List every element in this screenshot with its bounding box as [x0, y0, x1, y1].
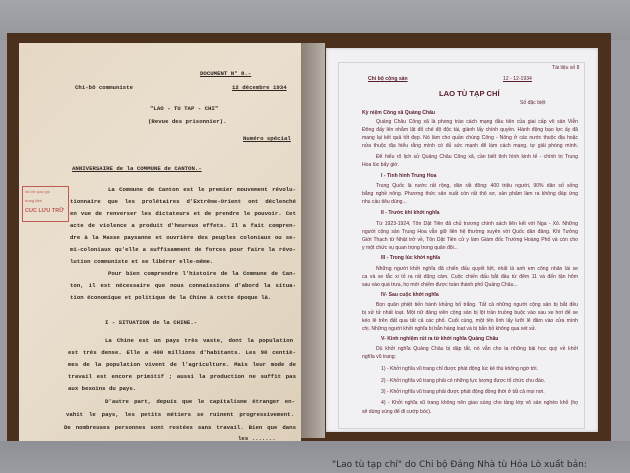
translation-line: II - Trước khi khởi nghĩa [381, 210, 440, 216]
translation-line: Dù khởi nghĩa Quảng Châu bị dập tắt, nó vẫn cho ta những bài học quý về khởi [376, 346, 578, 352]
typewritten-line: ton, il est nécessaire que nous connaissions d'abord la situa- [70, 282, 296, 289]
typewritten-line: La Commune de Canton est le premier mouvement révolu- [108, 186, 296, 193]
typewritten-line: I - SITUATION de la CHINE.- [105, 319, 198, 326]
typewritten-line: mes de la population vivent de l'agriculture. Mais leur mode de [68, 361, 296, 368]
exhibit-caption: "Lao tù tạp chí" do Chi bộ Đảng Nhà tù Hỏa Lò xuất bản: [332, 460, 587, 470]
typewritten-line: les ....... [238, 435, 276, 442]
translation-line: ca và xe tắc xi tỏ ra rất dũng cảm. Cuộc chiến đấu bắt đầu từ đêm 11 và đến tận hôm [362, 274, 578, 280]
translation-line: mang lại kết quả tốt đẹp. Nó làm cho quần chúng Công - Nông ở các nước thuộc địa hoặc [362, 135, 578, 141]
archive-stamp [22, 186, 69, 222]
translation-line: 4) - Khởi nghĩa vũ trang không nên giao súng cho tầng lớp vô sản nghèo khổ (họ [381, 400, 578, 406]
translation-line: Tài liệu số 8 [552, 65, 580, 71]
typewritten-line: De nombreuses personnes sont restées sans travail. Bien que dans [64, 424, 296, 431]
translation-line: IV- Sau cuộc khởi nghĩa [381, 292, 439, 298]
stamp-text: CUC LƯU TRỮ [25, 208, 64, 214]
translation-line: 3) - Khởi nghĩa vũ trang phải được phát động đồng thời ở tất cả mọi nơi. [381, 389, 545, 395]
translation-line: chị. Những người khởi nghĩa bị bắn hàng loạt và bị bắn bỏ không qua xét xử. [362, 326, 537, 332]
typewritten-line: Numéro spécial [243, 135, 291, 142]
translation-line: Bọn quân phiệt tiến hành khủng bố trắng. Tất cả những người cộng sản bị bắt đều [376, 302, 578, 308]
typewritten-line: Chi-bô communiste [75, 84, 134, 91]
translation-line: Những người khởi nghĩa đã chiến đấu quyết liệt, nhất là anh em công nhân lái xe [376, 266, 578, 272]
translation-line: Số đặc biệt [520, 100, 546, 106]
typewritten-line: La Chine est un pays très vaste, dont la population [105, 337, 293, 344]
frame-divider [301, 43, 325, 438]
stamp-text: trung tâm [25, 198, 42, 203]
typewritten-line: vahit le pays, les petits métiers se ruinent progressivement. [66, 411, 294, 418]
translation-line: nghĩa vũ trang: [362, 354, 396, 360]
typewritten-line: D'autre part, depuis que le capitalisme étranger en- [105, 398, 295, 405]
translation-line: Kỷ niệm Công xã Quảng Châu [362, 110, 436, 116]
typewritten-line: est très dense. Elle a 400 millions d'habitants. Les 90 centiè- [68, 349, 296, 356]
typewritten-line: travail est encore primitif ; aussi la production ne suffit pas [68, 373, 296, 380]
translation-line: Đông đấy lên nhằm lật đổ chế độ độc tài, giành lấy chính quyền. Hành động bạo lực ấy đã [362, 127, 578, 133]
translation-line: nửa thuộc địa hiểu rằng mình có đủ sức mạnh để làm cách mạng, tự giải phóng mình. [362, 143, 578, 149]
typewritten-line: (Revue des prisonnier). [148, 118, 227, 125]
typewritten-line: ANNIVERSAIRE de la COMMUNE de CANTON.- [72, 165, 202, 172]
translation-line: sẽ dùng súng để đi cướp bóc). [362, 409, 432, 415]
translation-line: I - Tình hình Trung Hoa [381, 173, 437, 179]
typewritten-line: dre à la Masse paysanne et ouvrière des peuples coloniaux ou se- [70, 234, 296, 241]
typewritten-line: tion économique et politique de la Chine à cette époque là. [70, 294, 272, 301]
translation-line: bị xử tử nhất loạt. Một nữ đảng viên cộng sản bị lột trần truồng buộc vào sau xe hơi để xe [362, 310, 578, 316]
translation-line: Từ 1923-1924, Tôn Dật Tiên đã chủ trương chính sách liên kết với Nga - Xô. Những [376, 221, 578, 227]
typewritten-line: mi-coloniaux qu'elle a suffisamment de forces pour faire la révo- [70, 246, 296, 253]
translation-line: Trung Quốc là nước rất rộng, dân rất đông: 400 triệu người, 90% dân số sống [376, 183, 578, 189]
translation-line: 12 - 12-1934 [503, 76, 532, 82]
typewritten-line: 12 décembre 1934 [232, 84, 287, 91]
translation-line: Quảng Châu Công xã là phong trào cách mạng đầu tiên của giai cấp vô sản Viễn [376, 119, 578, 125]
translation-line: sau vào quá trưa, họ mới chiếm được toàn thành phố Quảng Châu... [362, 282, 518, 288]
typewritten-line: "LAO - TU TAP - CHI" [150, 105, 219, 112]
typewritten-line: Pour bien comprendre l'histoire de la Commune de Can- [108, 270, 296, 277]
original-french-document [19, 43, 301, 441]
translation-line: người cộng sản Trung Hoa vẫn giữ liên hệ thường xuyên với Quốc dân đảng. Khi Tưởng [362, 229, 578, 235]
typewritten-line: DOCUMENT N° 8.- [200, 70, 252, 77]
translation-line: Giới Thạch từ Nhật trở về, Tôn Dật Tiên cử y làm Giám đốc Trường Hoàng Phố và còn cho [362, 237, 578, 243]
typewritten-line: lution communiste et se libérer elle-même. [70, 258, 214, 265]
translation-line: bằng nghề nông. Phương thức sản xuất còn rất thô sơ, sản phẩm làm ra không đáp ứng [362, 191, 578, 197]
typewritten-line: tionnaire que les prolétaires d'Extrême-Orient ont déclenché [70, 198, 296, 205]
translation-line: Chi bộ cộng sản [368, 76, 408, 82]
typewritten-line: acte de violence a produit d'heureux effets. Il a fait compren- [70, 222, 296, 229]
translation-line: 1) - Khởi nghĩa vũ trang chỉ được phát động lúc kẻ thù không ngờ tới. [381, 366, 538, 372]
typewritten-line: aux besoins du pays. [68, 385, 137, 392]
translation-line: nhu cầu tiêu dùng... [362, 199, 407, 205]
translation-line: Để hiểu rõ lịch sử Quảng Châu Công xã, cần biết tình hình kinh tế - chính trị Trung [376, 154, 578, 160]
translation-line: y một chức vụ quan trọng trong quân đội... [362, 245, 459, 251]
typewritten-line: en vue de renverser les dictateurs et de prendre le pouvoir. Cet [70, 210, 296, 217]
translation-line: LAO TÙ TẠP CHÍ [439, 89, 500, 98]
translation-line: III - Trong lúc khởi nghĩa [381, 255, 441, 261]
translation-line: Hoa lúc bấy giờ. [362, 162, 400, 168]
translation-line: kéo lê trên đất qua tất cả các phố. Cuối cùng, một tên lính lấy lưỡi lê đâm vào cửa mình [362, 318, 578, 324]
translation-line: V- Kinh nghiệm rút ra từ khởi nghĩa Quảng Châu [381, 336, 499, 342]
translation-line: 2) - Khởi nghĩa vũ trang phải có những lực lượng được tổ chức chu đáo. [381, 378, 546, 384]
stamp-text: lưu trữ quốc gia [25, 190, 50, 194]
